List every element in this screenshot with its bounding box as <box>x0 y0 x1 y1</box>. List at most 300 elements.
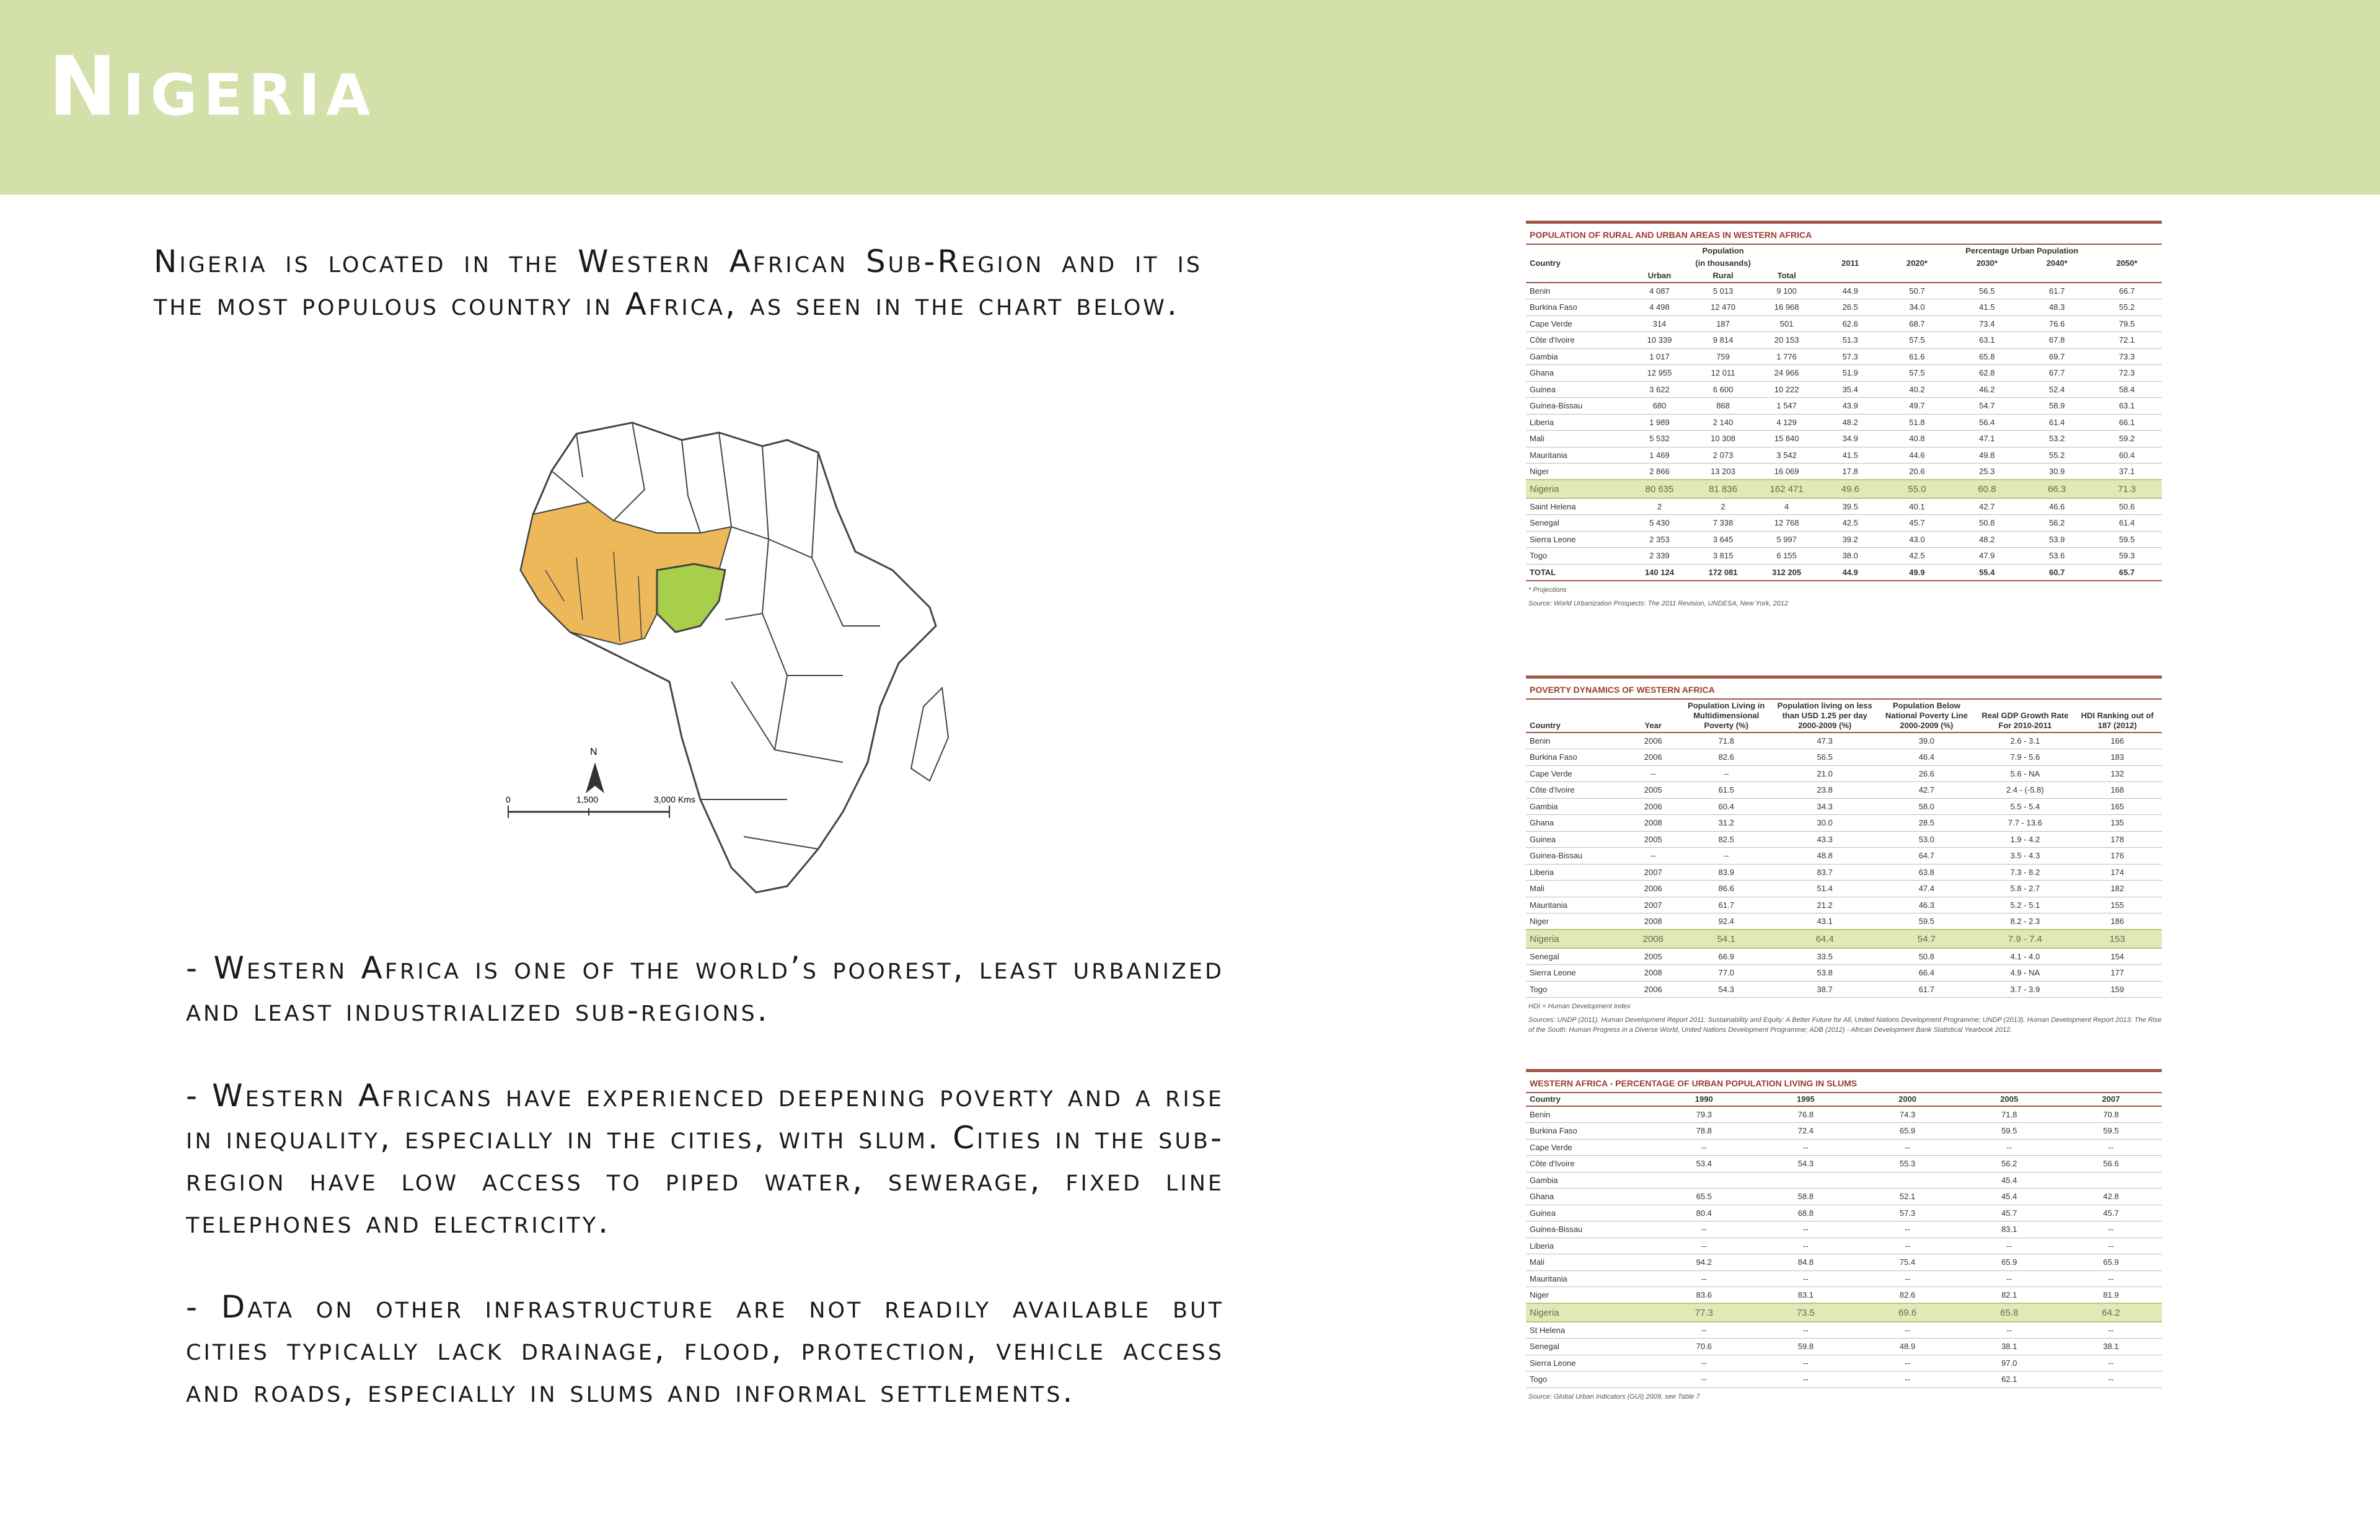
table-cell: 5 532 <box>1628 431 1691 447</box>
table-cell: 73.3 <box>2092 348 2162 365</box>
table-cell: 94.2 <box>1653 1254 1755 1271</box>
table-cell: 3 622 <box>1628 381 1691 398</box>
table-row <box>1526 1156 2162 1173</box>
table-cell: 71.8 <box>1678 733 1774 749</box>
table-cell: -- <box>1857 1238 1959 1254</box>
table-cell: 9 814 <box>1691 332 1755 349</box>
row-country: Sierra Leone <box>1526 965 1628 982</box>
table-poverty <box>1526 675 2162 1035</box>
table-cell: 183 <box>2073 749 2162 766</box>
row-country: Cape Verde <box>1526 1139 1653 1156</box>
table-cell: 10 339 <box>1628 332 1691 349</box>
table-cell: 60.7 <box>2022 564 2092 581</box>
table-cell: 82.5 <box>1678 831 1774 848</box>
table-cell: -- <box>1755 1221 1856 1238</box>
row-country: Benin <box>1526 283 1628 299</box>
table-cell: 5.8 - 2.7 <box>1977 881 2073 897</box>
table-cell: 64.4 <box>1774 930 1875 948</box>
table-cell: 868 <box>1691 398 1755 415</box>
table-cell: 46.2 <box>1952 381 2022 398</box>
table-cell: 187 <box>1691 315 1755 332</box>
table-cell: -- <box>1653 1270 1755 1287</box>
table-cell: 38.7 <box>1774 981 1875 998</box>
north-arrow-icon <box>586 762 604 793</box>
table-cell: 56.2 <box>2022 515 2092 532</box>
table-caption: POVERTY DYNAMICS OF WESTERN AFRICA <box>1526 679 2162 700</box>
table-cell: 4.1 - 4.0 <box>1977 948 2073 965</box>
table-cell: 24 966 <box>1755 365 1818 382</box>
table-cell: 51.8 <box>1882 414 1952 431</box>
table-cell: 44.9 <box>1818 564 1882 581</box>
table-cell: 50.6 <box>2092 498 2162 515</box>
table-cell: 3.5 - 4.3 <box>1977 848 2073 865</box>
table-cell: 46.6 <box>2022 498 2092 515</box>
table-cell: 55.0 <box>1882 480 1952 498</box>
table-cell: 2.4 - (-5.8) <box>1977 782 2073 799</box>
table-body <box>1526 733 2162 998</box>
table-cell: 21.0 <box>1774 765 1875 782</box>
table-cell: 4 087 <box>1628 283 1691 299</box>
table-cell: 69.6 <box>1857 1303 1959 1322</box>
table-cell: -- <box>1653 1221 1755 1238</box>
table-cell: 26.6 <box>1875 765 1977 782</box>
table-cell: -- <box>1857 1322 1959 1339</box>
table-row <box>1526 831 2162 848</box>
table-row <box>1526 1270 2162 1287</box>
table-cell: 35.4 <box>1818 381 1882 398</box>
table-cell: 40.2 <box>1882 381 1952 398</box>
table-row <box>1526 1287 2162 1304</box>
table-cell: 20.6 <box>1882 464 1952 480</box>
table-cell: 66.9 <box>1678 948 1774 965</box>
table-cell: 2006 <box>1628 881 1678 897</box>
table-cell: 53.8 <box>1774 965 1875 982</box>
table-cell: 56.6 <box>2060 1156 2162 1173</box>
row-country: Liberia <box>1526 1238 1653 1254</box>
table-cell: 58.4 <box>2092 381 2162 398</box>
table-cell: 73.4 <box>1952 315 2022 332</box>
column-header: 2007 <box>2060 1093 2162 1106</box>
table-cell <box>1857 1172 1959 1189</box>
table-cell: 51.4 <box>1774 881 1875 897</box>
table-cell: 2007 <box>1628 864 1678 881</box>
table-cell: 2 <box>1628 498 1691 515</box>
table-cell: 30.9 <box>2022 464 2092 480</box>
table-cell: 83.6 <box>1653 1287 1755 1304</box>
table-cell: 62.1 <box>1959 1371 2060 1388</box>
table-cell: 42.7 <box>1875 782 1977 799</box>
table-cell: 21.2 <box>1774 897 1875 913</box>
north-label: N <box>590 747 597 757</box>
row-country: Guinea-Bissau <box>1526 398 1628 415</box>
table-row <box>1526 564 2162 581</box>
table-cell: 77.0 <box>1678 965 1774 982</box>
table-cell: 47.3 <box>1774 733 1875 749</box>
row-country: Saint Helena <box>1526 498 1628 515</box>
table-cell: 68.8 <box>1755 1205 1856 1221</box>
table-cell: 7.9 - 7.4 <box>1977 930 2073 948</box>
column-header: Population Below National Poverty Line 2000-2009 (%) <box>1875 700 1977 733</box>
table-row <box>1526 1106 2162 1123</box>
group-subheader: (in thousands) <box>1695 258 1751 268</box>
table-cell: 20 153 <box>1755 332 1818 349</box>
table-cell: 82.6 <box>1857 1287 1959 1304</box>
table-cell: 34.0 <box>1882 299 1952 316</box>
table-cell: 79.5 <box>2092 315 2162 332</box>
row-country: Togo <box>1526 981 1628 998</box>
table-cell: -- <box>1857 1139 1959 1156</box>
column-header: 2020* <box>1906 258 1928 268</box>
row-country: Côte d'Ivoire <box>1526 332 1628 349</box>
row-country: Burkina Faso <box>1526 299 1628 316</box>
table-cell: 59.5 <box>1875 913 1977 930</box>
table-cell: 759 <box>1691 348 1755 365</box>
table-cell: 52.1 <box>1857 1189 1959 1205</box>
table-row <box>1526 548 2162 565</box>
table-row <box>1526 965 2162 982</box>
row-country: Gambia <box>1526 798 1628 815</box>
table-cell: 3 815 <box>1691 548 1755 565</box>
table-cell: 92.4 <box>1678 913 1774 930</box>
table-cell: -- <box>1653 1139 1755 1156</box>
table-cell: 38.1 <box>1959 1339 2060 1355</box>
table-cell: 63.1 <box>2092 398 2162 415</box>
column-header: 2011 <box>1841 258 1859 268</box>
table-cell: 61.7 <box>1875 981 1977 998</box>
table-cell: 56.5 <box>1774 749 1875 766</box>
table-cell: 2 866 <box>1628 464 1691 480</box>
table-cell: 81 836 <box>1691 480 1755 498</box>
column-header: Population Living in Multidimensional Poverty (%) <box>1678 700 1774 733</box>
table-cell: -- <box>1755 1322 1856 1339</box>
table-cell: 312 205 <box>1755 564 1818 581</box>
table-cell: 5 997 <box>1755 531 1818 548</box>
table-source: Source: Global Urban Indicators (GUI) 2009, see Table 7 <box>1528 1393 1700 1401</box>
table-cell: 76.6 <box>2022 315 2092 332</box>
table-cell: 16 069 <box>1755 464 1818 480</box>
row-country: Liberia <box>1526 864 1628 881</box>
table-cell: 25.3 <box>1952 464 2022 480</box>
row-country: Togo <box>1526 548 1628 565</box>
table-row <box>1526 1189 2162 1205</box>
table-cell: 53.4 <box>1653 1156 1755 1173</box>
table-cell: 168 <box>2073 782 2162 799</box>
scale-bar <box>506 794 695 818</box>
table-cell: 54.1 <box>1678 930 1774 948</box>
table-cell: -- <box>2060 1221 2162 1238</box>
table-row <box>1526 447 2162 464</box>
table-cell: 2005 <box>1628 782 1678 799</box>
table-row <box>1526 848 2162 865</box>
table-cell: 65.9 <box>1857 1123 1959 1140</box>
table-cell: 2008 <box>1628 965 1678 982</box>
table-cell: -- <box>1755 1139 1856 1156</box>
table-cell: 69.7 <box>2022 348 2092 365</box>
table-cell: 43.9 <box>1818 398 1882 415</box>
table-row <box>1526 749 2162 766</box>
table-cell: -- <box>1678 765 1774 782</box>
table-row <box>1526 733 2162 749</box>
table-cell: 34.9 <box>1818 431 1882 447</box>
row-country: Senegal <box>1526 1339 1653 1355</box>
table-cell: 49.6 <box>1818 480 1882 498</box>
bullet-3: - Data on other infrastructure are not readily available but cities typically lack drainage, flood, protection, vehicle access and roads, especially in slums and informal settlements. <box>186 1289 1224 1409</box>
table-cell: 155 <box>2073 897 2162 913</box>
table-cell: 7.7 - 13.6 <box>1977 815 2073 832</box>
table-cell: 3 542 <box>1755 447 1818 464</box>
table-cell: 5.6 - NA <box>1977 765 2073 782</box>
table-cell: 60.8 <box>1952 480 2022 498</box>
table-cell: 72.3 <box>2092 365 2162 382</box>
table-row <box>1526 864 2162 881</box>
table-cell: 83.1 <box>1755 1287 1856 1304</box>
table-cell: 10 308 <box>1691 431 1755 447</box>
row-country: Mauritania <box>1526 447 1628 464</box>
table-cell: 42.5 <box>1818 515 1882 532</box>
table-cell: 33.5 <box>1774 948 1875 965</box>
table-cell: -- <box>1653 1238 1755 1254</box>
table-cell: 13 203 <box>1691 464 1755 480</box>
table-cell: 72.1 <box>2092 332 2162 349</box>
table-cell: 28.5 <box>1875 815 1977 832</box>
column-header: 2050* <box>2116 258 2138 268</box>
column-header: Country <box>1530 258 1561 268</box>
table-cell: 135 <box>2073 815 2162 832</box>
table-cell: 314 <box>1628 315 1691 332</box>
table-cell: -- <box>2060 1139 2162 1156</box>
table-cell: 71.8 <box>1959 1106 2060 1123</box>
table-cell: 44.9 <box>1818 283 1882 299</box>
table-cell: 10 222 <box>1755 381 1818 398</box>
table-cell: 83.9 <box>1678 864 1774 881</box>
table-cell: 54.7 <box>1952 398 2022 415</box>
table-cell: 59.3 <box>2092 548 2162 565</box>
table-cell: 60.4 <box>2092 447 2162 464</box>
column-header: Total <box>1755 270 1818 283</box>
table-cell: -- <box>2060 1371 2162 1388</box>
row-country: Ghana <box>1526 1189 1653 1205</box>
table-cell: -- <box>1653 1355 1755 1371</box>
row-country: Côte d'Ivoire <box>1526 1156 1653 1173</box>
table-cell: 50.8 <box>1952 515 2022 532</box>
table-row <box>1526 531 2162 548</box>
table-cell: -- <box>1959 1322 2060 1339</box>
table-cell: 59.5 <box>1959 1123 2060 1140</box>
table-row <box>1526 315 2162 332</box>
table-cell: 65.5 <box>1653 1189 1755 1205</box>
table-cell: 40.1 <box>1882 498 1952 515</box>
table-cell: 172 081 <box>1691 564 1755 581</box>
table-cell: 30.0 <box>1774 815 1875 832</box>
bullet-2: - Western Africans have experienced deepening poverty and a rise in inequality, especially in the cities, with slum. Cities in the sub-region have low access to piped water, sewerage, fixed line telephones and electricity. <box>186 1078 1224 1240</box>
table-cell: 55.2 <box>2022 447 2092 464</box>
table-row <box>1526 815 2162 832</box>
table-cell: -- <box>1653 1371 1755 1388</box>
table-cell: 7.9 - 5.6 <box>1977 749 2073 766</box>
table-row <box>1526 348 2162 365</box>
table-cell: 2008 <box>1628 930 1678 948</box>
table-body <box>1526 1106 2162 1388</box>
table-cell: -- <box>1653 1322 1755 1339</box>
table-cell: 1 017 <box>1628 348 1691 365</box>
table-cell: 44.6 <box>1882 447 1952 464</box>
table-cell: 82.1 <box>1959 1287 2060 1304</box>
row-country: Liberia <box>1526 414 1628 431</box>
table-cell: 70.6 <box>1653 1339 1755 1355</box>
table-cell: 5 013 <box>1691 283 1755 299</box>
table-cell: 166 <box>2073 733 2162 749</box>
table-row <box>1526 930 2162 948</box>
table-cell: 12 470 <box>1691 299 1755 316</box>
table-cell: 64.7 <box>1875 848 1977 865</box>
column-header: 2005 <box>1959 1093 2060 1106</box>
row-country: Nigeria <box>1526 1303 1653 1322</box>
table-cell <box>2060 1172 2162 1189</box>
table-cell: 16 968 <box>1755 299 1818 316</box>
table-cell: 54.3 <box>1755 1156 1856 1173</box>
scale-label: 0 <box>506 794 511 804</box>
table-cell: 12 955 <box>1628 365 1691 382</box>
table-cell: 2006 <box>1628 749 1678 766</box>
scale-label: 1,500 <box>576 794 599 804</box>
table-body <box>1526 283 2162 581</box>
table-cell: 7.3 - 8.2 <box>1977 864 2073 881</box>
table-cell: -- <box>2060 1355 2162 1371</box>
table-cell: 81.9 <box>2060 1287 2162 1304</box>
table-cell: 17.8 <box>1818 464 1882 480</box>
table-cell: 39.0 <box>1875 733 1977 749</box>
table-cell: 174 <box>2073 864 2162 881</box>
table-cell: -- <box>1857 1371 1959 1388</box>
table-cell: 2 339 <box>1628 548 1691 565</box>
row-country: Guinea <box>1526 831 1628 848</box>
table-cell: 45.4 <box>1959 1172 2060 1189</box>
table-cell: 58.8 <box>1755 1189 1856 1205</box>
table-cell: 79.3 <box>1653 1106 1755 1123</box>
table-cell: 64.2 <box>2060 1303 2162 1322</box>
table-cell: 73.5 <box>1755 1303 1856 1322</box>
table-row <box>1526 332 2162 349</box>
table-cell: 67.8 <box>2022 332 2092 349</box>
table-cell: 2008 <box>1628 815 1678 832</box>
title-banner <box>0 0 2380 195</box>
table-cell: -- <box>1755 1355 1856 1371</box>
table-row <box>1526 881 2162 897</box>
table-cell: 5 430 <box>1628 515 1691 532</box>
column-header: 2000 <box>1857 1093 1959 1106</box>
table-cell: 3.7 - 3.9 <box>1977 981 2073 998</box>
table-row <box>1526 365 2162 382</box>
row-country: Ghana <box>1526 365 1628 382</box>
table-cell: 45.7 <box>1959 1205 2060 1221</box>
table-cell: 47.4 <box>1875 881 1977 897</box>
table-row <box>1526 913 2162 930</box>
table-cell: 59.8 <box>1755 1339 1856 1355</box>
table-row <box>1526 1322 2162 1339</box>
row-country: Mali <box>1526 881 1628 897</box>
table-row <box>1526 798 2162 815</box>
row-country: Niger <box>1526 464 1628 480</box>
table-cell: 2006 <box>1628 981 1678 998</box>
table-cell: 83.1 <box>1959 1221 2060 1238</box>
table-cell: 61.5 <box>1678 782 1774 799</box>
row-country: Cape Verde <box>1526 765 1628 782</box>
table-cell: 1.9 - 4.2 <box>1977 831 2073 848</box>
table-cell: 186 <box>2073 913 2162 930</box>
table-cell: 63.1 <box>1952 332 2022 349</box>
table-cell: 57.5 <box>1882 332 1952 349</box>
table-cell: 61.4 <box>2022 414 2092 431</box>
table-cell: 5.5 - 5.4 <box>1977 798 2073 815</box>
table-cell: 57.5 <box>1882 365 1952 382</box>
table-cell: 57.3 <box>1857 1205 1959 1221</box>
table-cell: 2008 <box>1628 913 1678 930</box>
table-cell: 80 635 <box>1628 480 1691 498</box>
table-cell: 132 <box>2073 765 2162 782</box>
table-cell: -- <box>1857 1221 1959 1238</box>
table-cell: 59.2 <box>2092 431 2162 447</box>
table-cell: 2006 <box>1628 798 1678 815</box>
table-cell: -- <box>2060 1270 2162 1287</box>
table-row <box>1526 1303 2162 1322</box>
table-row <box>1526 515 2162 532</box>
table-cell: 54.7 <box>1875 930 1977 948</box>
table-cell: 1 989 <box>1628 414 1691 431</box>
table-note: HDI = Human Development Index <box>1528 1003 1631 1010</box>
africa-landmass <box>521 423 936 892</box>
table-cell: 1 547 <box>1755 398 1818 415</box>
row-country: Niger <box>1526 1287 1653 1304</box>
table-cell: 56.5 <box>1952 283 2022 299</box>
table-cell: 5.2 - 5.1 <box>1977 897 2073 913</box>
table-row <box>1526 1339 2162 1355</box>
table-cell: 61.6 <box>1882 348 1952 365</box>
table-cell: -- <box>1755 1270 1856 1287</box>
row-country: Niger <box>1526 913 1628 930</box>
row-country: Gambia <box>1526 1172 1653 1189</box>
table-cell: 31.2 <box>1678 815 1774 832</box>
table-cell: 178 <box>2073 831 2162 848</box>
table-row <box>1526 464 2162 480</box>
table-row <box>1526 1238 2162 1254</box>
row-country: Senegal <box>1526 948 1628 965</box>
table-cell: 38.1 <box>2060 1339 2162 1355</box>
table-cell: 46.4 <box>1875 749 1977 766</box>
table-cell: 39.5 <box>1818 498 1882 515</box>
table-cell: 9 100 <box>1755 283 1818 299</box>
column-header: Population living on less than USD 1.25 per day 2000-2009 (%) <box>1774 700 1875 733</box>
table-cell: 165 <box>2073 798 2162 815</box>
table-cell: 66.3 <box>2022 480 2092 498</box>
table-cell: 154 <box>2073 948 2162 965</box>
table-cell: 52.4 <box>2022 381 2092 398</box>
table-cell: 2 353 <box>1628 531 1691 548</box>
table-cell: -- <box>1755 1238 1856 1254</box>
table-cell: 45.7 <box>1882 515 1952 532</box>
table-cell: 46.3 <box>1875 897 1977 913</box>
table-cell: 59.5 <box>2092 531 2162 548</box>
table-cell: 40.8 <box>1882 431 1952 447</box>
row-country: Mauritania <box>1526 897 1628 913</box>
table-row <box>1526 1254 2162 1271</box>
table-cell: -- <box>1959 1139 2060 1156</box>
table-cell: 182 <box>2073 881 2162 897</box>
intro-text: Nigeria is located in the Western African Sub-Region and it is the most populous country in Africa, as seen in the chart below. <box>154 244 1202 322</box>
table-row <box>1526 765 2162 782</box>
table-cell: 26.5 <box>1818 299 1882 316</box>
table-cell: 2005 <box>1628 948 1678 965</box>
table-row <box>1526 480 2162 498</box>
